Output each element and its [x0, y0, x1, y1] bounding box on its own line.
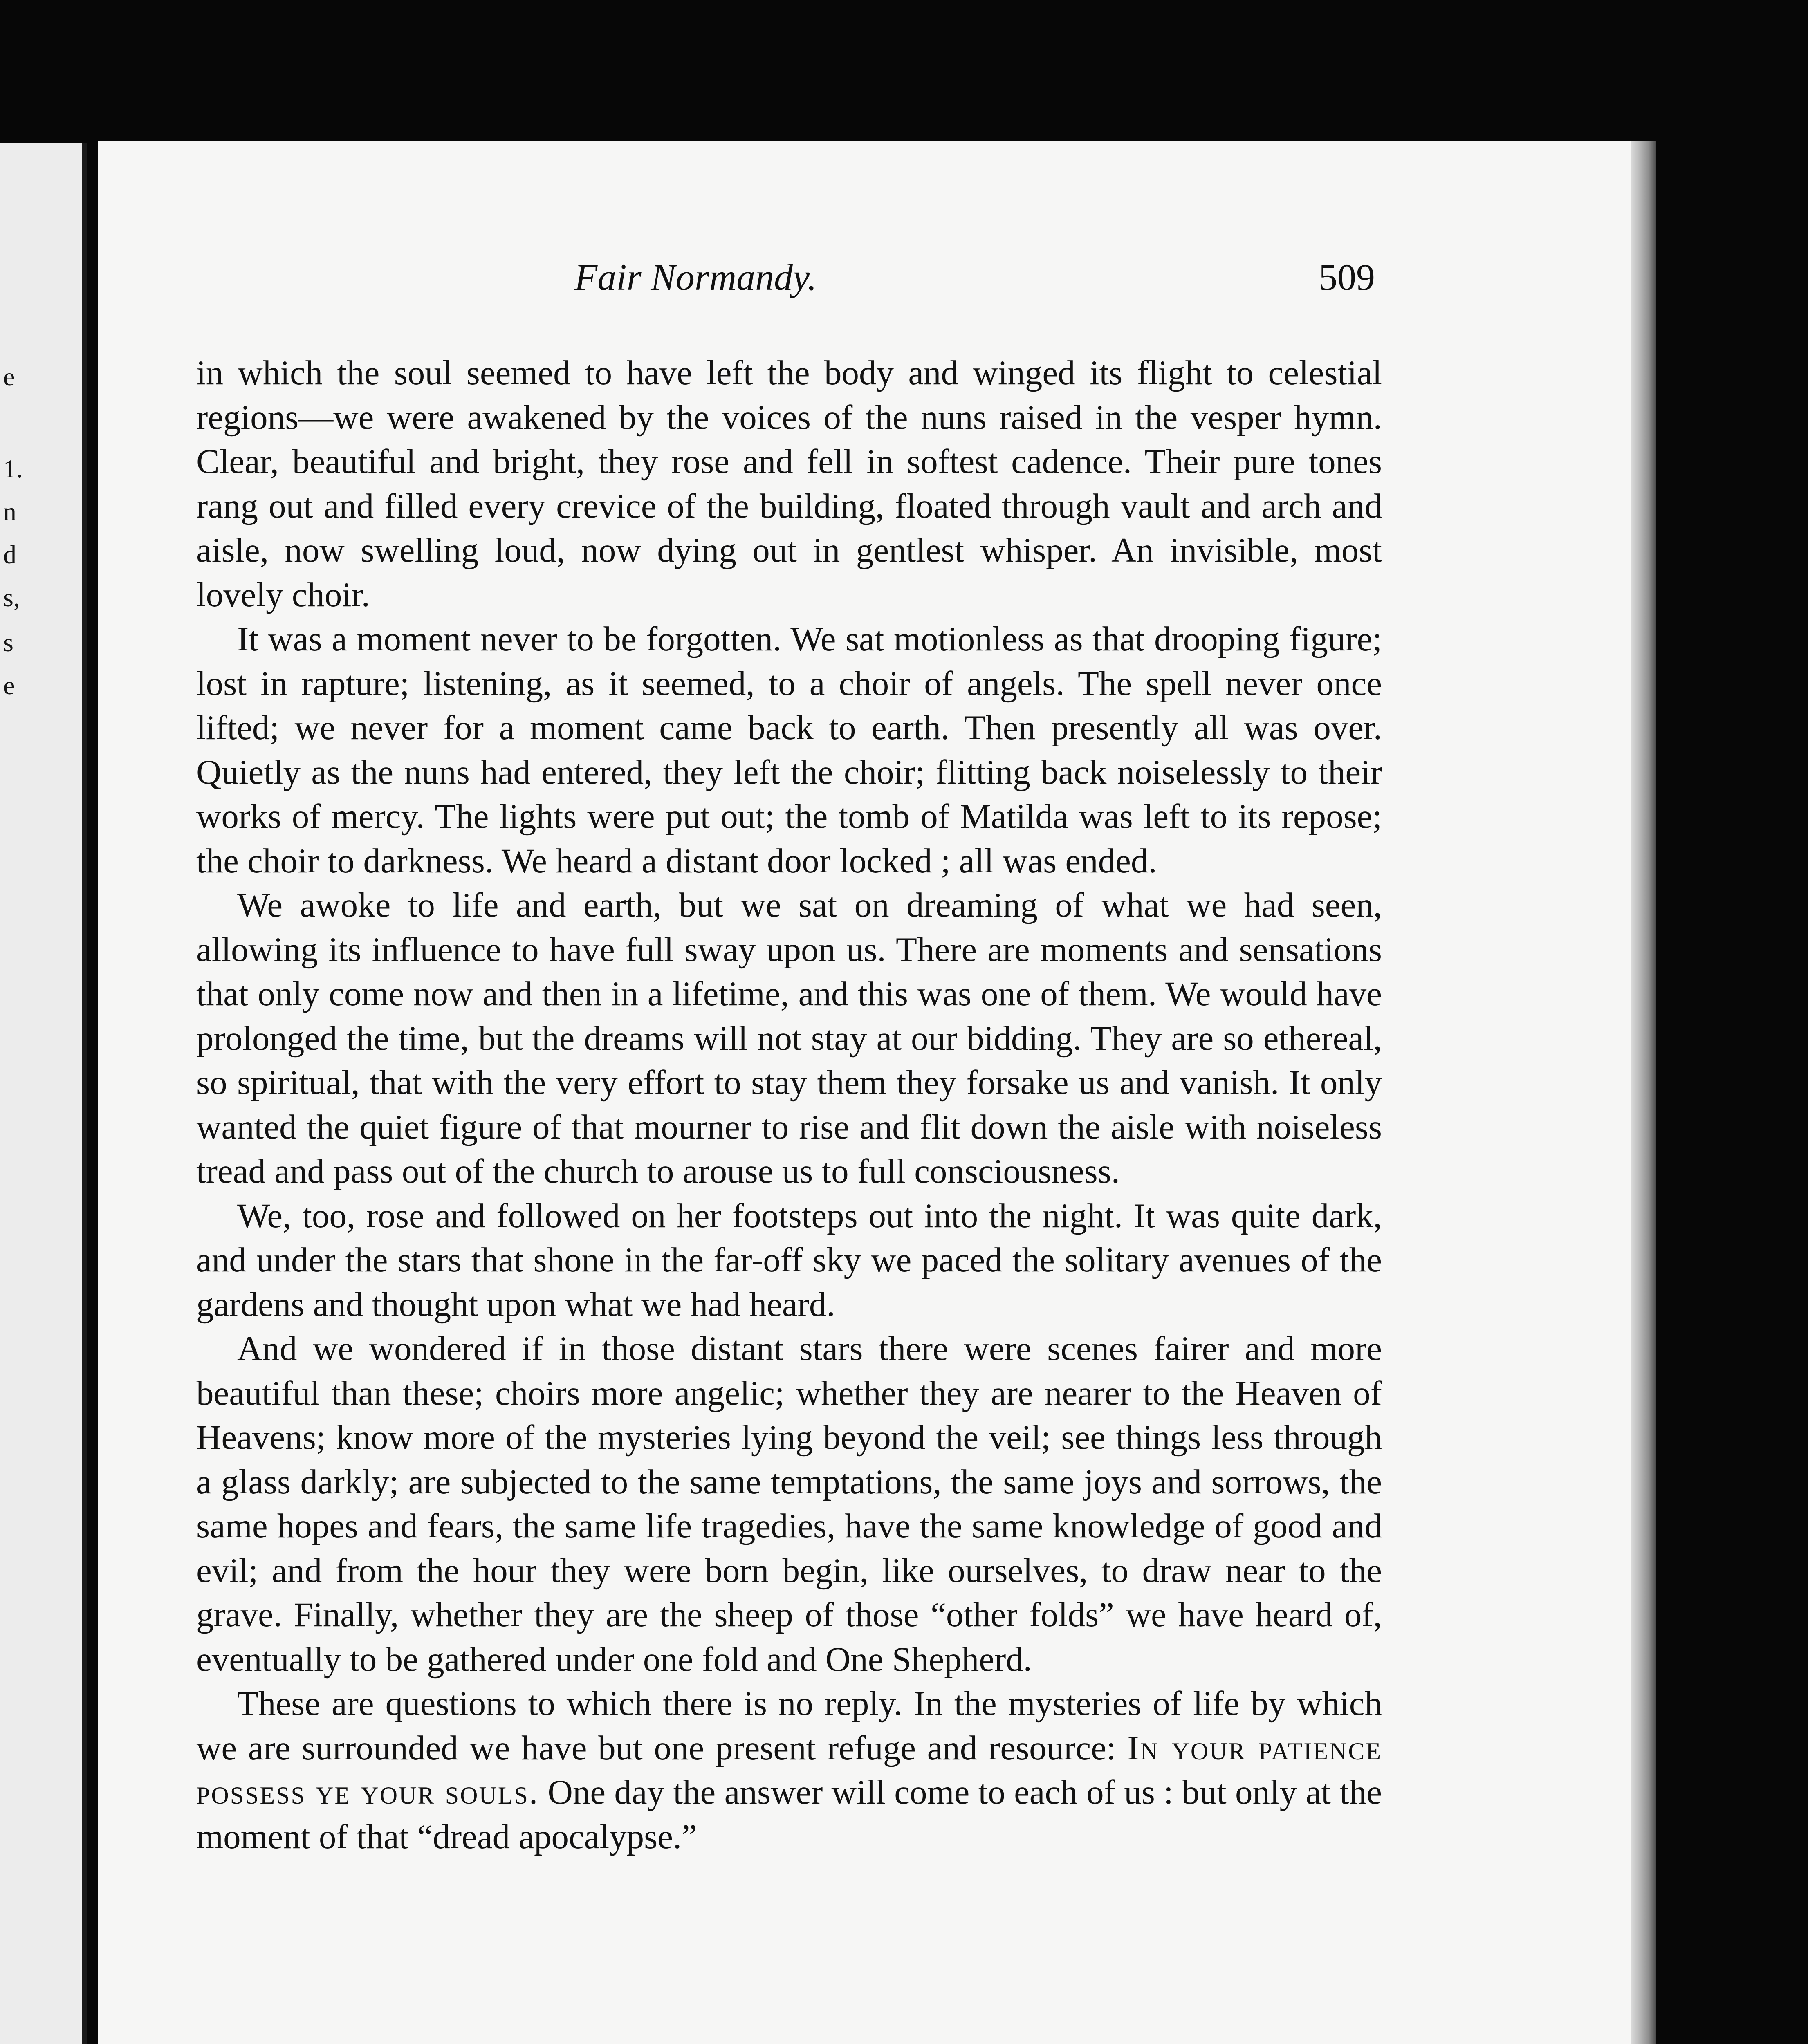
paragraph: in which the soul seemed to have left the body and winged its flight to celestial regions—we were awakened by the voices of the nuns raised in the vesper hymn. Clear, beautiful and bright, they rose and fell in softest cadence. Their pure tones rang out and filled every crevice of the building, floated through vault and arch and aisle, now swelling loud, now dying out in gentlest whisper. An invisible, most lovely choir.	[196, 354, 1382, 614]
final-paragraph	[196, 1681, 1382, 1859]
page-number: 509	[1319, 256, 1375, 298]
edge-letter: 1.	[3, 454, 23, 483]
previous-page-edge	[0, 143, 87, 2044]
edge-letter: s	[3, 628, 13, 657]
paragraph: And we wondered if in those distant stars there were scenes fairer and more beautiful than these; choirs more angelic; whether they are nearer to the Heaven of Heavens; know more of the mysteries lying beyond the veil; see things less through a glass darkly; are subjected to the same temptations, the same joys and sorrows, the same hopes and fears, the same life tragedies, have the same knowledge of good and evil; and from the hour they were born begin, like ourselves, to draw near to the grave. Finally, whether they are the sheep of those “other folds” we have heard of, eventually to be gathered under one fold and One Shepherd.	[196, 1329, 1382, 1679]
edge-letter: d	[3, 540, 16, 569]
edge-letter: e	[3, 671, 15, 700]
edge-letter: n	[3, 497, 16, 526]
edge-letter: e	[3, 362, 15, 391]
paragraph: We awoke to life and earth, but we sat on dreaming of what we had seen, allowing its influence to have full sway upon us. There are moments and sensations that only come now and then in a lifetime, and this was one of them. We would have prolonged the time, but the dreams will not stay at our bidding. They are so ethereal, so spiritual, that with the very effort to stay them they forsake us and vanish. It only wanted the quiet figure of that mourner to rise and flit down the aisle with noiseless tread and pass out of the church to arouse us to full consciousness.	[196, 886, 1382, 1190]
paragraph: It was a moment never to be forgotten. We sat motionless as that drooping figure; lost in rapture; listening, as it seemed, to a choir of angels. The spell never once lifted; we never for a moment came back to earth. Then presently all was over. Quietly as the nuns had entered, they left the choir; flitting back noiselessly to their works of mercy. The lights were put out; the tomb of Matilda was left to its repose; the choir to darkness. We heard a distant door locked ; all was ended.	[196, 620, 1382, 880]
running-head: Fair Normandy.	[574, 256, 817, 298]
scripture-quote: In your patience possess ye your souls.	[196, 1728, 1382, 1811]
body-text	[196, 351, 1382, 1859]
paragraph: We, too, rose and followed on her footsteps out into the night. It was quite dark, and under the stars that shone in the far-off sky we paced the solitary avenues of the gardens and thought upon what we had heard.	[196, 1196, 1382, 1324]
final-paragraph-text: These are questions to which there is no reply. In the mysteries of life by which we are surrounded we have but one present refuge and resource:	[196, 1684, 1382, 1767]
page-stack-edge	[1631, 141, 1656, 2044]
final-paragraph-text: One day the answer will come to each of us : but only at the moment of that “dread apocalypse.”	[196, 1773, 1382, 1856]
edge-letter: s,	[3, 583, 20, 612]
